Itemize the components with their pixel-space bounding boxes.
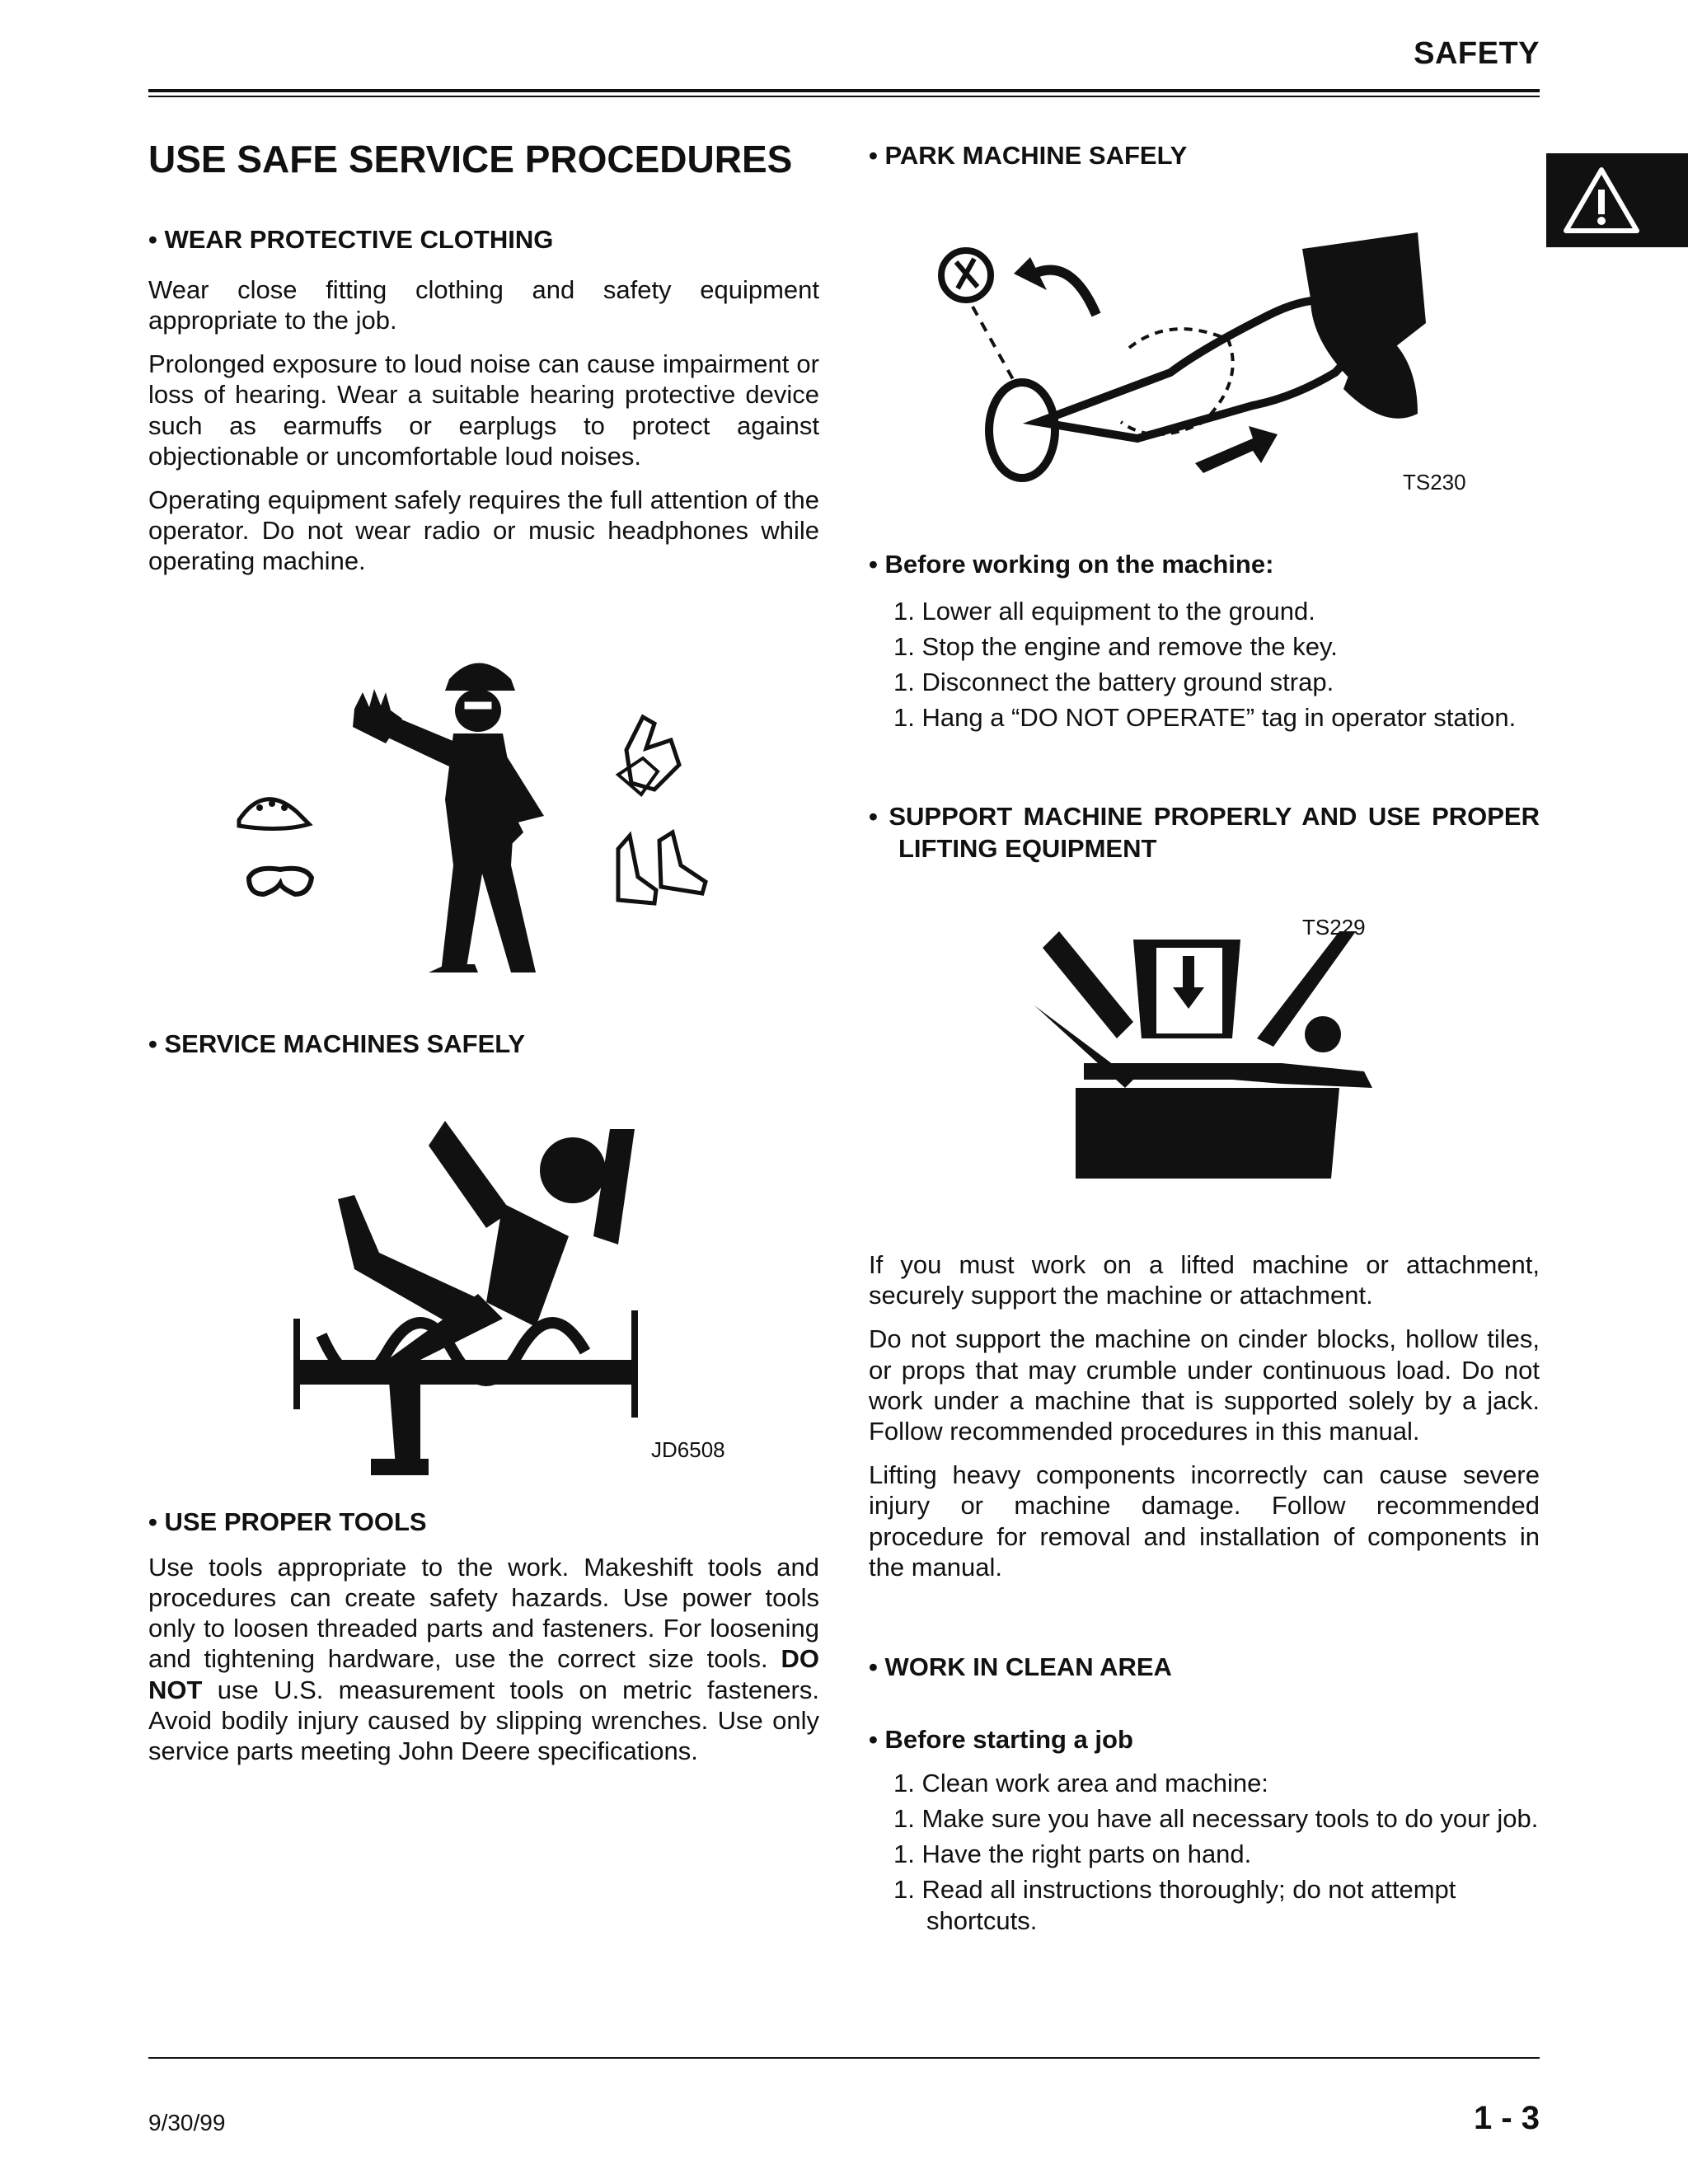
warning-triangle-icon bbox=[1561, 165, 1642, 236]
service-safely-heading: • SERVICE MACHINES SAFELY bbox=[148, 1029, 526, 1058]
service-safely-section bbox=[148, 1029, 819, 1061]
figure-code-ts229: TS229 bbox=[1302, 915, 1366, 940]
before-working-item-4: 1. Hang a “DO NOT OPERATE” tag in operator station. bbox=[893, 703, 1517, 733]
crush-hazard-illustration bbox=[1034, 915, 1381, 1187]
figure-code-jd6508: JD6508 bbox=[651, 1437, 725, 1462]
support-heading: • SUPPORT MACHINE PROPERLY AND USE PROPER LIFTING EQUIPMENT bbox=[869, 802, 1540, 863]
figure-code-ts230: TS230 bbox=[1403, 470, 1466, 494]
before-working-item-3: 1. Disconnect the battery ground strap. bbox=[893, 668, 1334, 697]
key-removal-illustration bbox=[923, 216, 1475, 496]
support-p3: Lifting heavy components incorrectly can cause severe injury or machine damage. Follow recommended procedure for removal and installation of components in the manual. bbox=[869, 1460, 1540, 1582]
wear-protective-section bbox=[148, 224, 819, 576]
proper-tools-text-2: use U.S. measurement tools on metric fasteners. Avoid bodily injury caused by slipping wrenches. Use only service parts meeting John Deere specifications. bbox=[148, 1675, 819, 1765]
proper-tools-heading: • USE PROPER TOOLS bbox=[148, 1507, 427, 1536]
support-text-section bbox=[869, 1249, 1540, 1582]
main-heading: USE SAFE SERVICE PROCEDURES bbox=[148, 138, 793, 180]
before-job-heading: • Before starting a job bbox=[869, 1725, 1133, 1754]
clean-area-heading: • WORK IN CLEAN AREA bbox=[869, 1652, 1172, 1681]
before-working-section bbox=[869, 549, 1540, 733]
support-section bbox=[869, 801, 1540, 865]
protective-gear-illustration bbox=[231, 643, 725, 972]
header-rule-thin bbox=[148, 96, 1540, 97]
wear-protective-p1: Wear close fitting clothing and safety equipment appropriate to the job. bbox=[148, 274, 819, 335]
before-working-item-1: 1. Lower all equipment to the ground. bbox=[893, 596, 1315, 626]
wear-protective-heading: • WEAR PROTECTIVE CLOTHING bbox=[148, 225, 554, 254]
support-p1: If you must work on a lifted machine or attachment, securely support the machine or attachment. bbox=[869, 1250, 1540, 1310]
before-job-item-1: 1. Clean work area and machine: bbox=[893, 1768, 1268, 1797]
fall-hazard-illustration bbox=[288, 1113, 643, 1475]
proper-tools-text-1: Use tools appropriate to the work. Makeshift tools and procedures can create safety hazards. Use power tools only to loosen threaded parts and fasteners. For loosening and tightening hardware, use the correct size tools. bbox=[148, 1552, 819, 1674]
footer-rule bbox=[148, 2057, 1540, 2059]
before-working-heading: • Before working on the machine: bbox=[869, 550, 1274, 579]
page-number: 1 - 3 bbox=[1473, 2100, 1540, 2136]
proper-tools-section bbox=[148, 1507, 819, 1766]
park-heading: • PARK MACHINE SAFELY bbox=[869, 141, 1188, 170]
wear-protective-p2: Prolonged exposure to loud noise can cause impairment or loss of hearing. Wear a suitable hearing protective device such as earmuffs or earplugs to protect against objectionable or uncomfortable loud noises. bbox=[148, 349, 819, 471]
support-p2: Do not support the machine on cinder blocks, hollow tiles, or props that may crumble under continuous load. Do not work under a machine that is supported solely by a jack. Follow recommended procedures in this manual. bbox=[869, 1324, 1540, 1446]
clean-area-section bbox=[869, 1652, 1540, 1684]
proper-tools-text bbox=[148, 1552, 819, 1766]
before-job-item-2: 1. Make sure you have all necessary tools to do your job. bbox=[893, 1803, 1539, 1833]
before-job-section bbox=[869, 1724, 1540, 1936]
proper-tools-bold: DO NOT bbox=[148, 1644, 819, 1704]
left-column bbox=[148, 137, 819, 182]
before-working-item-2: 1. Stop the engine and remove the key. bbox=[893, 631, 1338, 661]
footer-date: 9/30/99 bbox=[148, 2110, 226, 2135]
before-job-item-3: 1. Have the right parts on hand. bbox=[893, 1840, 1252, 1869]
safety-tab bbox=[1546, 153, 1688, 247]
section-title: SAFETY bbox=[1414, 36, 1540, 71]
park-section bbox=[869, 140, 1540, 172]
wear-protective-p3: Operating equipment safely requires the full attention of the operator. Do not wear radio or music headphones while operating machine. bbox=[148, 485, 819, 576]
header-rule bbox=[148, 89, 1540, 92]
before-job-item-4: 1. Read all instructions thoroughly; do not attempt shortcuts. bbox=[893, 1875, 1456, 1935]
